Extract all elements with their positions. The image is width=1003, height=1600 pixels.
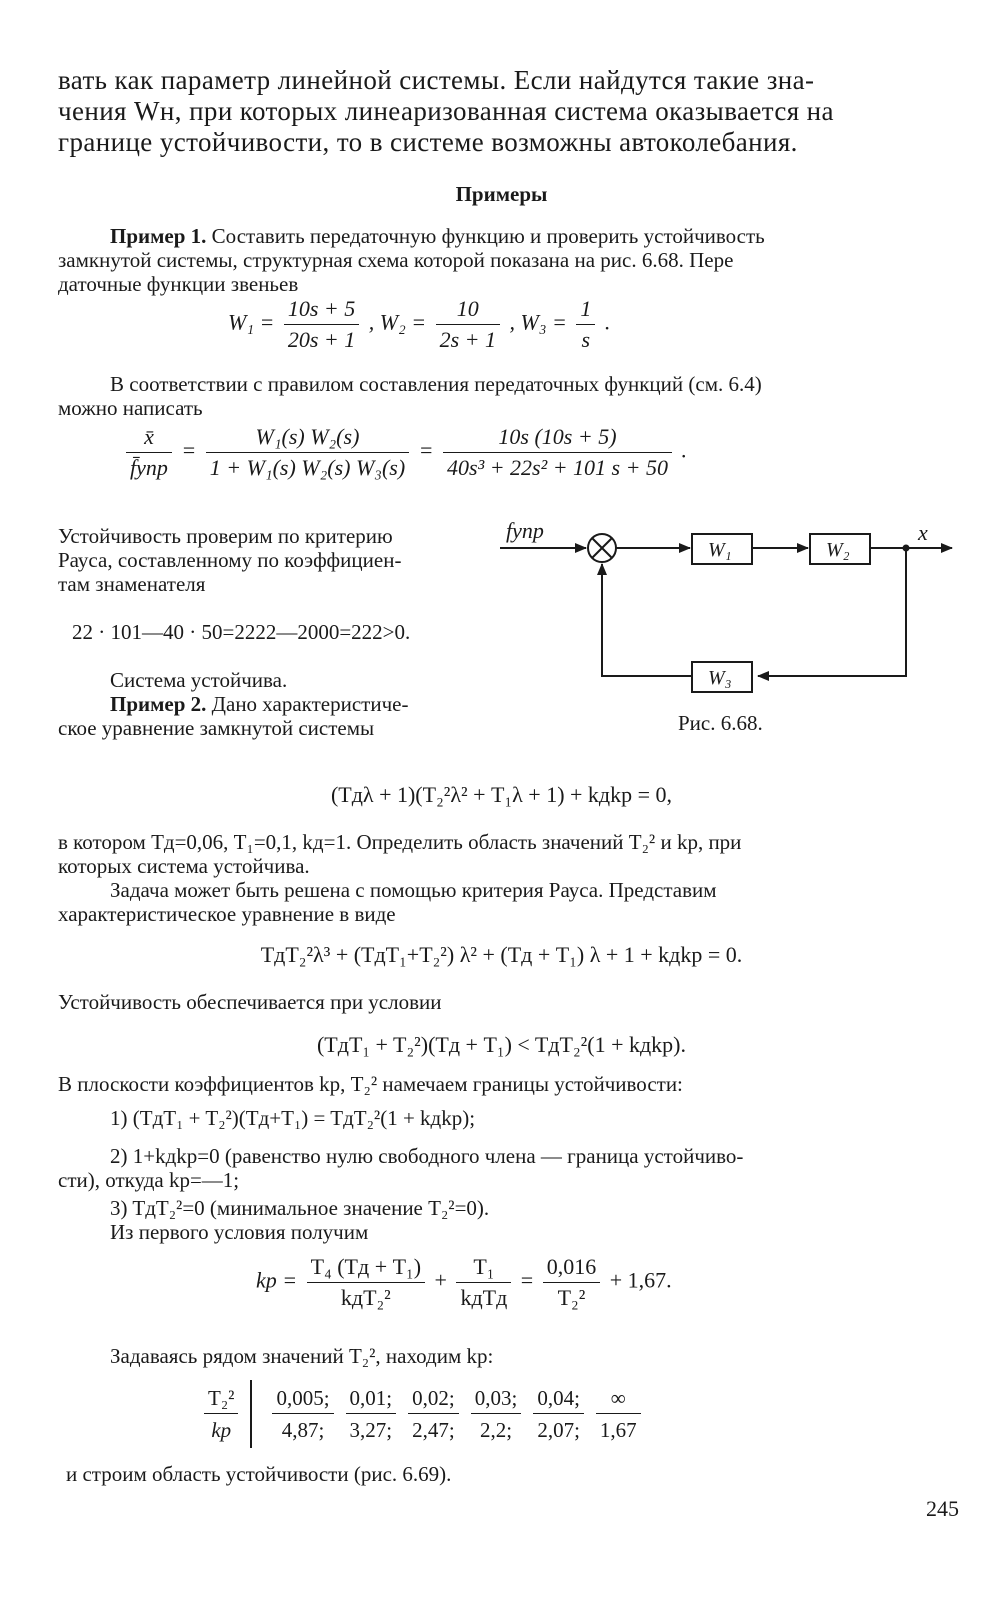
closed-loop-tf-equation: $\frac{x̄}{\text{f̄упр}}$ = $\frac{\text{W₁(s) W₂(s)}}{\text{1 + W₁(s) W₂(s) W₃(s)}}$ = $\frac{10s (10s + 5)}{\text{40s³ + 22s² + 101 s + 50}}$ . [122, 424, 687, 481]
series-text: Задаваясь рядом значений T₂², находим kр: [110, 1344, 494, 1368]
summing-junction [588, 534, 616, 562]
example1-line-3: даточные функции звеньев [58, 272, 299, 296]
final-line: и строим область устойчивости (рис. 6.69). [66, 1462, 452, 1486]
stability-line-1: Устойчивость проверим по критерию [58, 524, 393, 548]
intro-line-3: границе устойчивости, то в системе возможны автоколебания. [58, 127, 798, 157]
example2-text-1: Дано характеристиче- [206, 692, 409, 716]
routh-line-1: Задача может быть решена с помощью критерия Рауса. Представим [110, 878, 717, 902]
feedback-path-right [758, 548, 906, 676]
feedback-path-left [602, 564, 692, 676]
example1-label: Пример 1. [110, 224, 207, 248]
example1-line-2: замкнутой системы, структурная схема которой показана на рис. 6.68. Пере [58, 248, 734, 272]
characteristic-equation-expanded: TдT₂²λ³ + (TдT₁+T₂²) λ² + (Tд + T₁) λ + 1 + kдkр = 0. [260, 942, 743, 967]
table-col-3: 0,02; 2,47; [408, 1386, 459, 1443]
page-number: 245 [926, 1496, 959, 1521]
kp-value-table [198, 1380, 647, 1448]
transfer-functions-equation: W₁ = $\frac{10s + 5}{20s + 1}$ , W₂ = $\frac{10}{2s + 1}$ , W₃ = $\frac{1}{s}$ . [228, 296, 611, 352]
boundary-1: 1) (TдT₁ + T₂²)(Tд+T₁) = TдT₂²(1 + kдkр); [110, 1106, 476, 1130]
table-col-2: 0,01; 3,27; [346, 1386, 397, 1443]
example2-line-1 [110, 692, 408, 717]
from-first-condition: Из первого условия получим [110, 1220, 369, 1244]
table-col-6: ∞ 1,67 [596, 1386, 641, 1443]
params-line-2: которых система устойчива. [58, 854, 310, 878]
block-w3-label: W₃ [708, 667, 732, 689]
stability-line-2: Рауса, составленному по коэффициен- [58, 548, 402, 572]
table-divider [250, 1380, 252, 1448]
input-label: fупр [506, 518, 544, 543]
rule-line-1: В соответствии с правилом составления передаточных функций (см. 6.4) [110, 372, 762, 396]
example1-text-1: Составить передаточную функцию и проверить устойчивость [206, 224, 765, 248]
boundary-3: 3) TдT₂²=0 (минимальное значение T₂²=0). [110, 1196, 490, 1220]
block-diagram [496, 508, 976, 740]
example1-line-1 [110, 224, 765, 249]
block-w2-label: W₂ [826, 539, 850, 561]
table-row-labels: T₂² kр [204, 1386, 238, 1443]
table-col-1: 0,005; 4,87; [272, 1386, 333, 1443]
system-stable: Система устойчива. [110, 668, 288, 692]
example2-label: Пример 2. [110, 692, 207, 716]
example2-line-2: ское уравнение замкнутой системы [58, 716, 375, 740]
figure-caption: Рис. 6.68. [678, 711, 763, 735]
boundary-2b: сти), откуда kр=—1; [58, 1168, 240, 1192]
block-w1-label: W₁ [708, 539, 732, 561]
stability-condition: (TдT₁ + T₂²)(Tд + T₁) < TдT₂²(1 + kдkр). [316, 1032, 686, 1057]
kp-equation: kр = $\frac{\text{T₄ (Tд + T₁)}}{\text{kдT₂²}}$ + $\frac{\text{T₁}}{\text{kдTд}}$ = $\frac{0,016}{\text{T₂²}}$ + 1,67. [256, 1254, 672, 1310]
table-col-4: 0,03; 2,2; [471, 1386, 522, 1443]
section-title: Примеры [455, 182, 548, 206]
boundary-2a: 2) 1+kдkр=0 (равенство нулю свободного члена — граница устойчиво- [110, 1144, 744, 1168]
characteristic-equation: (Tдλ + 1)(T₂²λ² + T₁λ + 1) + kдkр = 0, [330, 782, 673, 807]
plane-text: В плоскости коэффициентов kр, T₂² намечаем границы устойчивости: [58, 1072, 683, 1096]
table-col-5: 0,04; 2,07; [533, 1386, 584, 1443]
routh-line-2: характеристическое уравнение в виде [58, 902, 396, 926]
routh-calc: 22 · 101—40 · 50=2222—2000=222>0. [72, 620, 411, 644]
output-label: x [918, 520, 928, 545]
stability-line-3: там знаменателя [58, 572, 206, 596]
params-line-1: в котором Tд=0,06, T₁=0,1, kд=1. Определить область значений T₂² и kр, при [58, 830, 742, 854]
intro-line-1: вать как параметр линейной системы. Если найдутся такие зна- [58, 65, 815, 95]
condition-text: Устойчивость обеспечивается при условии [58, 990, 442, 1014]
intro-line-2: чения Wн, при которых линеаризованная система оказывается на [58, 96, 834, 126]
rule-line-2: можно написать [58, 396, 203, 420]
